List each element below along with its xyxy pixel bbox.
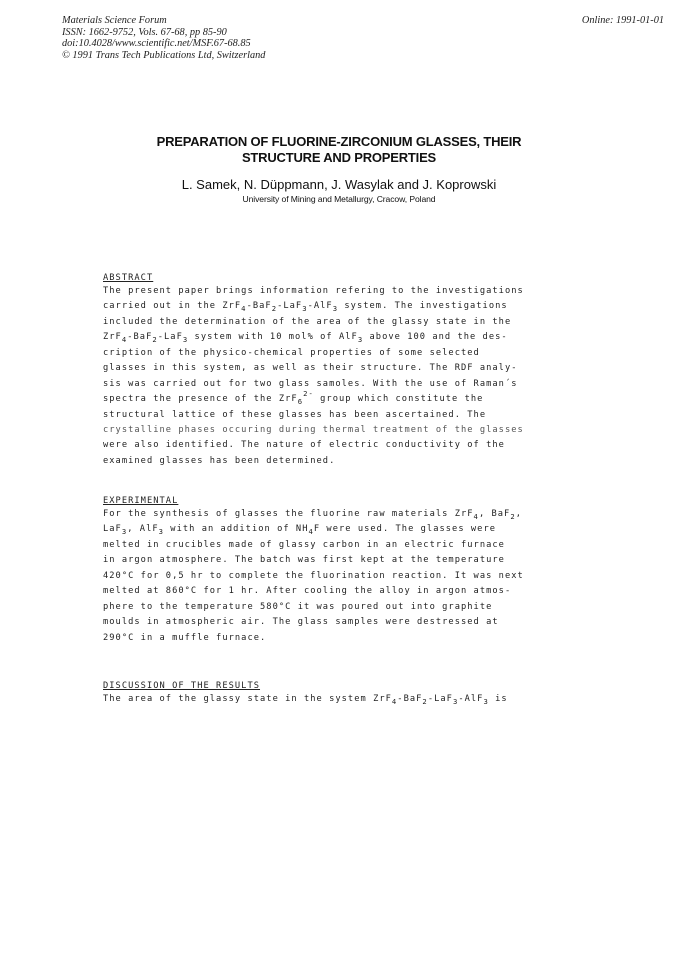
abstract-heading: ABSTRACT: [103, 273, 154, 283]
text-line: in argon atmosphere. The batch was first kept at the temperature: [103, 555, 505, 566]
text-line: melted in crucibles made of glassy carbon in an electric furnace: [103, 539, 505, 550]
experimental-section: [103, 495, 563, 646]
title-line-1: PREPARATION OF FLUORINE-ZIRCONIUM GLASSES, THEIR: [156, 134, 522, 149]
paper-title: [0, 134, 678, 166]
text-line: The area of the glassy state in the system ZrF$_4$-BaF$_2$-LaF$_3$-AlF$_3$ is: [103, 694, 508, 706]
journal-name: Materials Science Forum: [62, 15, 167, 26]
text-line: 290°C in a muffle furnace.: [103, 632, 267, 643]
text-line: included the determination of the area of the glassy state in the: [103, 316, 512, 327]
copyright: © 1991 Trans Tech Publications Ltd, Switzerland: [62, 49, 266, 61]
text-line: cription of the physico-chemical properties of some selected: [103, 347, 480, 358]
text-line: crystalline phases occuring during thermal treatment of the glasses: [103, 424, 524, 435]
text-line: LaF$_3$, AlF$_3$ with an addition of $NH_4F$ were used. The glasses were: [103, 524, 497, 537]
discussion-heading: DISCUSSION OF THE RESULTS: [103, 681, 261, 691]
text-line: structural lattice of these glasses has been ascertained. The: [103, 409, 487, 420]
experimental-heading: EXPERIMENTAL: [103, 496, 179, 506]
text-line: sis was carried out for two glass samoles. With the use of Raman´s: [103, 378, 518, 389]
text-line: carried out in the ZrF$_4$-BaF$_2$-LaF$_3$-AlF$_3$ system. The investigations: [103, 301, 508, 314]
authors: L. Samek, N. Düppmann, J. Wasylak and J. Koprowski: [181, 177, 497, 192]
abstract-section: [103, 272, 563, 469]
issn: ISSN: 1662-9752, Vols. 67-68, pp 85-90: [62, 26, 227, 38]
text-line: glasses in this system, as well as their structure. The RDF analy-: [103, 363, 518, 374]
text-line: moulds in atmospheric air. The glass samples were destressed at: [103, 617, 499, 628]
doi-link[interactable]: doi:10.4028/www.scientific.net/MSF.67-68.85: [62, 38, 251, 50]
text-line: spectra the presence of the ZrF$_6^{2-}$ group which constitute the: [103, 389, 484, 407]
text-line: ZrF$_4$-BaF$_2$-LaF$_3$ system with 10 mol% of AlF$_3$ above 100 and the des-: [103, 332, 508, 345]
text-line: For the synthesis of glasses the fluorine raw materials ZrF$_4$, BaF$_2$,: [103, 509, 523, 521]
text-line: were also identified. The nature of electric conductivity of the: [103, 440, 505, 451]
online-date: Online: 1991-01-01: [581, 15, 664, 26]
text-line: phere to the temperature 580°C it was poured out into graphite: [103, 601, 493, 612]
text-line: melted at 860°C for 1 hr. After cooling the alloy in argon atmos-: [103, 586, 512, 597]
text-line: 420°C for 0,5 hr to complete the fluorination reaction. It was next: [103, 570, 524, 581]
citation-header: [62, 15, 265, 61]
title-line-2: STRUCTURE AND PROPERTIES: [241, 150, 437, 165]
text-line: examined glasses has been determined.: [103, 455, 336, 466]
text-line: The present paper brings information refering to the investigations: [103, 286, 524, 296]
discussion-section: [103, 680, 563, 707]
affiliation: University of Mining and Metallurgy, Cracow, Poland: [242, 194, 436, 204]
